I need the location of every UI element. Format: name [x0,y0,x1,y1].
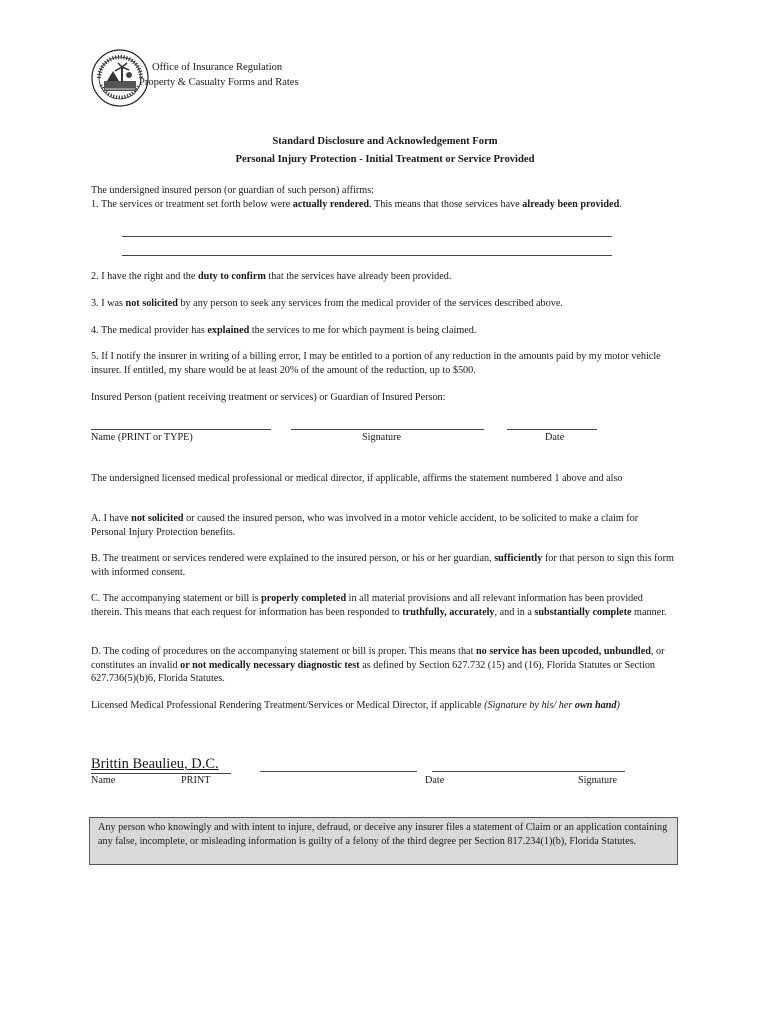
provider-signature-line[interactable] [432,771,625,772]
insured-date-line[interactable] [507,429,597,430]
division-name: Property & Casualty Forms and Rates [139,77,299,88]
provider-signer-label: Licensed Medical Professional Rendering Treatment/Services or Medical Director, if applicable (Signature by his/ her own hand) [91,700,620,711]
insured-item-5: 5. If I notify the insurer in writing of a billing error, I may be entitled to a portion of any reduction in the amounts paid by my motor vehicle insurer. If entitled, my share would be at least 20% of the amount of the reduction, up to $500. [91,351,661,376]
insured-item-3: 3. I was not solicited by any person to seek any services from the medical provider of the services described above. [91,298,563,309]
provider-item-b: B. The treatment or services rendered were explained to the insured person, or his or her guardian, sufficiently for that person to sign this form with informed consent. [91,553,674,578]
insured-item-2: 2. I have the right and the duty to confirm that the services have already been provided. [91,271,452,282]
form-title: Standard Disclosure and Acknowledgement Form [272,136,498,147]
provider-item-a: A. I have not solicited or caused the insured person, who was involved in a motor vehicle accident, to be solicited to make a claim for Personal Injury Protection benefits. [91,513,639,538]
provider-date-line[interactable] [260,771,417,772]
provider-date-caption: Date [425,775,445,786]
services-line-1[interactable] [122,236,612,237]
insured-signature-line[interactable] [291,429,484,430]
provider-signature-caption: Signature [578,775,618,786]
provider-name-field[interactable]: Brittin Beaulieu, D.C. [91,756,219,772]
provider-print-caption: PRINT [181,775,211,786]
insured-name-caption: Name (PRINT or TYPE) [91,432,193,443]
insured-intro: The undersigned insured person (or guardian of such person) affirms: [91,185,375,196]
provider-item-d: D. The coding of procedures on the accompanying statement or bill is proper. This means that no service has been upcoded, unbundled, or constitutes an invalid or not medically necessary diagnostic test as defined by Section 627.732 (15) and (16), Florida Statutes or Section 627.736(5)(b)6, Florida Statutes. [91,646,665,684]
insured-signer-label: Insured Person (patient receiving treatment or services) or Guardian of Insured Person: [91,392,446,403]
insured-item-1: 1. The services or treatment set forth below were actually rendered. This means that those services have already been provided. [91,199,622,210]
provider-item-c: C. The accompanying statement or bill is properly completed in all material provisions and all relevant information has been provided therein. This means that each request for information has been responded to truthfully, accurately, and in a substantially complete manner. [91,593,667,618]
provider-intro: The undersigned licensed medical professional or medical director, if applicable, affirms the statement numbered 1 above and also [91,473,623,484]
provider-name-line [91,773,231,774]
insured-date-caption: Date [545,432,565,443]
provider-name-caption: Name [91,775,116,786]
insured-signature-caption: Signature [362,432,402,443]
services-line-2[interactable] [122,255,612,256]
form-subtitle: Personal Injury Protection - Initial Treatment or Service Provided [235,154,535,165]
fraud-notice: Any person who knowingly and with intent to injure, defraud, or deceive any insurer files a statement of Claim or an application containing any false, incomplete, or misleading information is guilty of a felony of the third degree per Section 817.234(1)(b), Florida Statutes. [89,817,678,865]
insured-name-line[interactable] [91,429,271,430]
insured-item-4: 4. The medical provider has explained the services to me for which payment is being claimed. [91,325,477,336]
office-name: Office of Insurance Regulation [152,62,283,73]
